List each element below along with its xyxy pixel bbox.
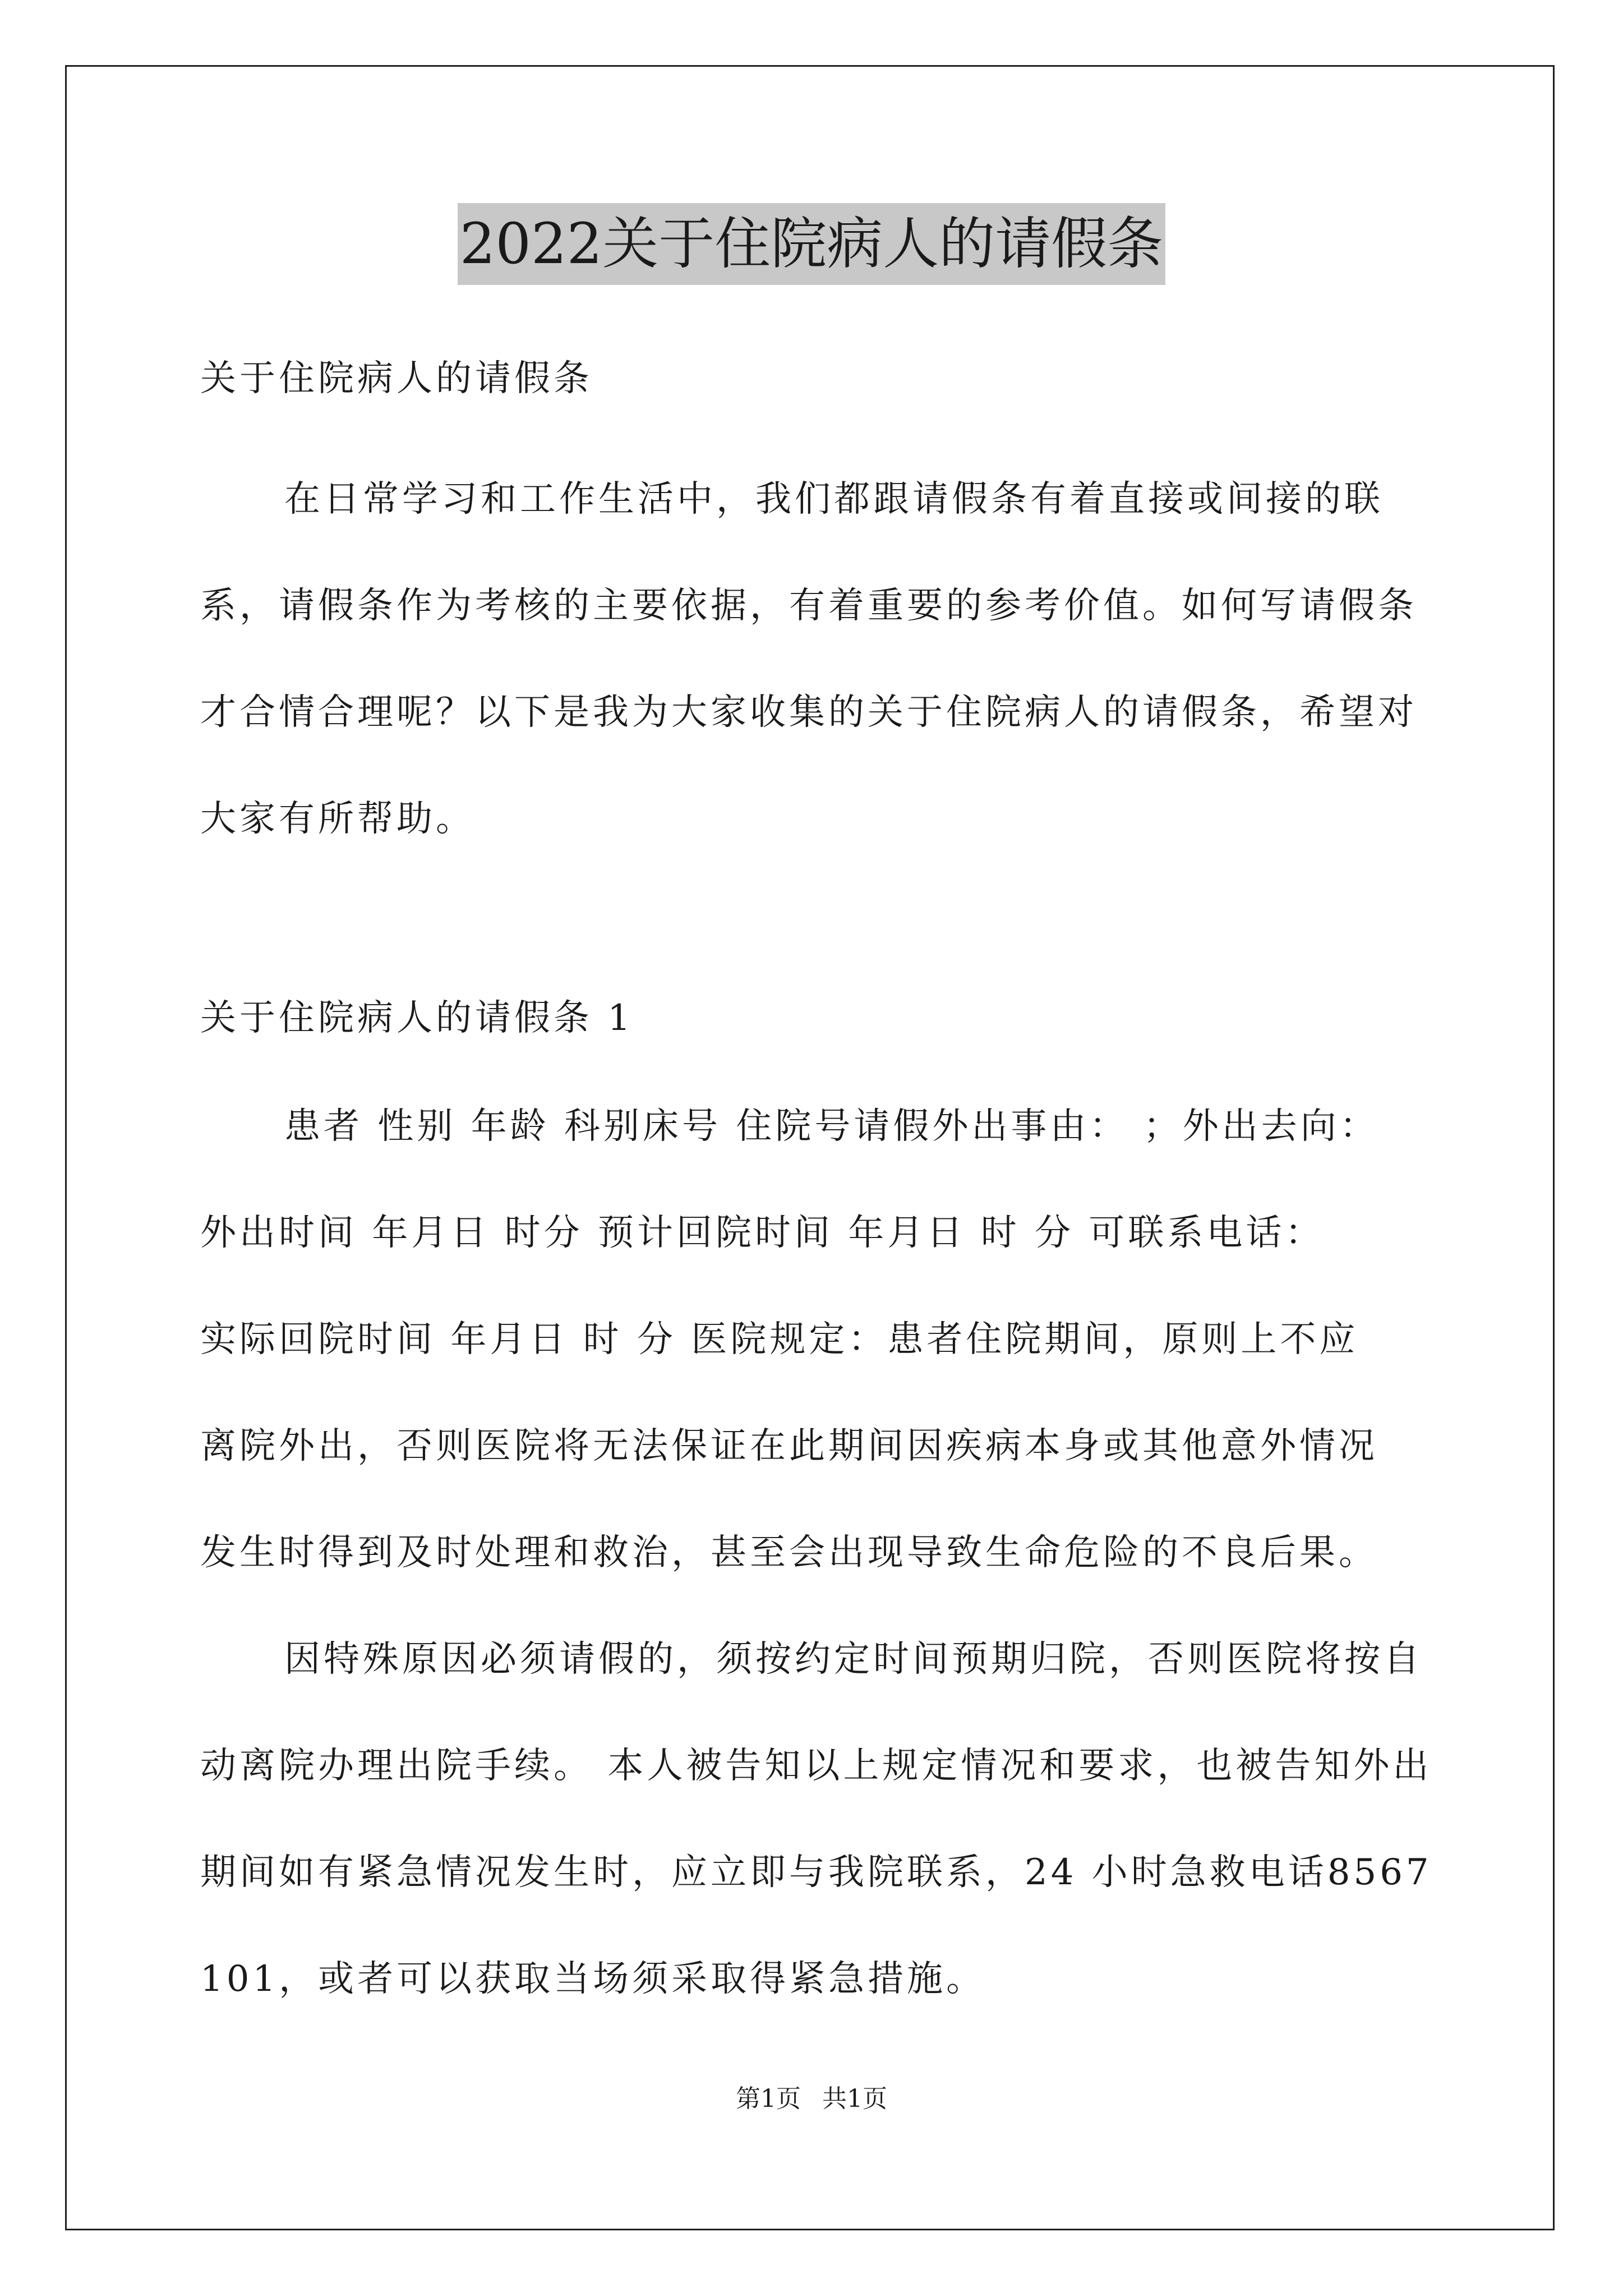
rules-paragraph: 因特殊原因必须请假的，须按约定时间预期归院，否则医院将按自动离院办理出院手续。 本人被告知以上规定情况和要求，也被告知外出期间如有紧急情况发生时，应立即与我院联系，24 小时急救电话8567101，或者可以获取当场须采取得紧急措施。	[200, 1639, 1432, 2000]
page-total: 共1页	[822, 2085, 887, 2113]
intro-paragraph: 在日常学习和工作生活中，我们都跟请假条有着直接或间接的联系，请假条作为考核的主要依据，有着重要的参考价值。如何写请假条才合情合理呢？以下是我为大家收集的关于住院病人的请假条，希望对大家有所帮助。	[200, 478, 1417, 840]
page-number: 第1页	[736, 2085, 801, 2113]
page-footer	[0, 2082, 1623, 2116]
document-title: 2022关于住院病人的请假条	[458, 203, 1166, 285]
form-line: 患者 性别 年龄 科别床号 住院号请假外出事由： ；外出去向：	[284, 1106, 1379, 1147]
form-line: 实际回院时间 年月日 时 分 医院规定：患者住院期间，原则上不应	[200, 1319, 1359, 1360]
form-line: 外出时间 年月日 时分 预计回院时间 年月日 时 分 可联系电话：	[200, 1212, 1325, 1254]
form-line: 发生时得到及时处理和救治，甚至会出现导致生命危险的不良后果。	[200, 1532, 1378, 1573]
section-heading: 关于住院病人的请假条	[200, 358, 593, 399]
form-line: 离院外出，否则医院将无法保证在此期间因疾病本身或其他意外情况	[200, 1425, 1378, 1467]
title-container	[0, 203, 1623, 285]
section-heading-1: 关于住院病人的请假条 1	[200, 997, 634, 1039]
